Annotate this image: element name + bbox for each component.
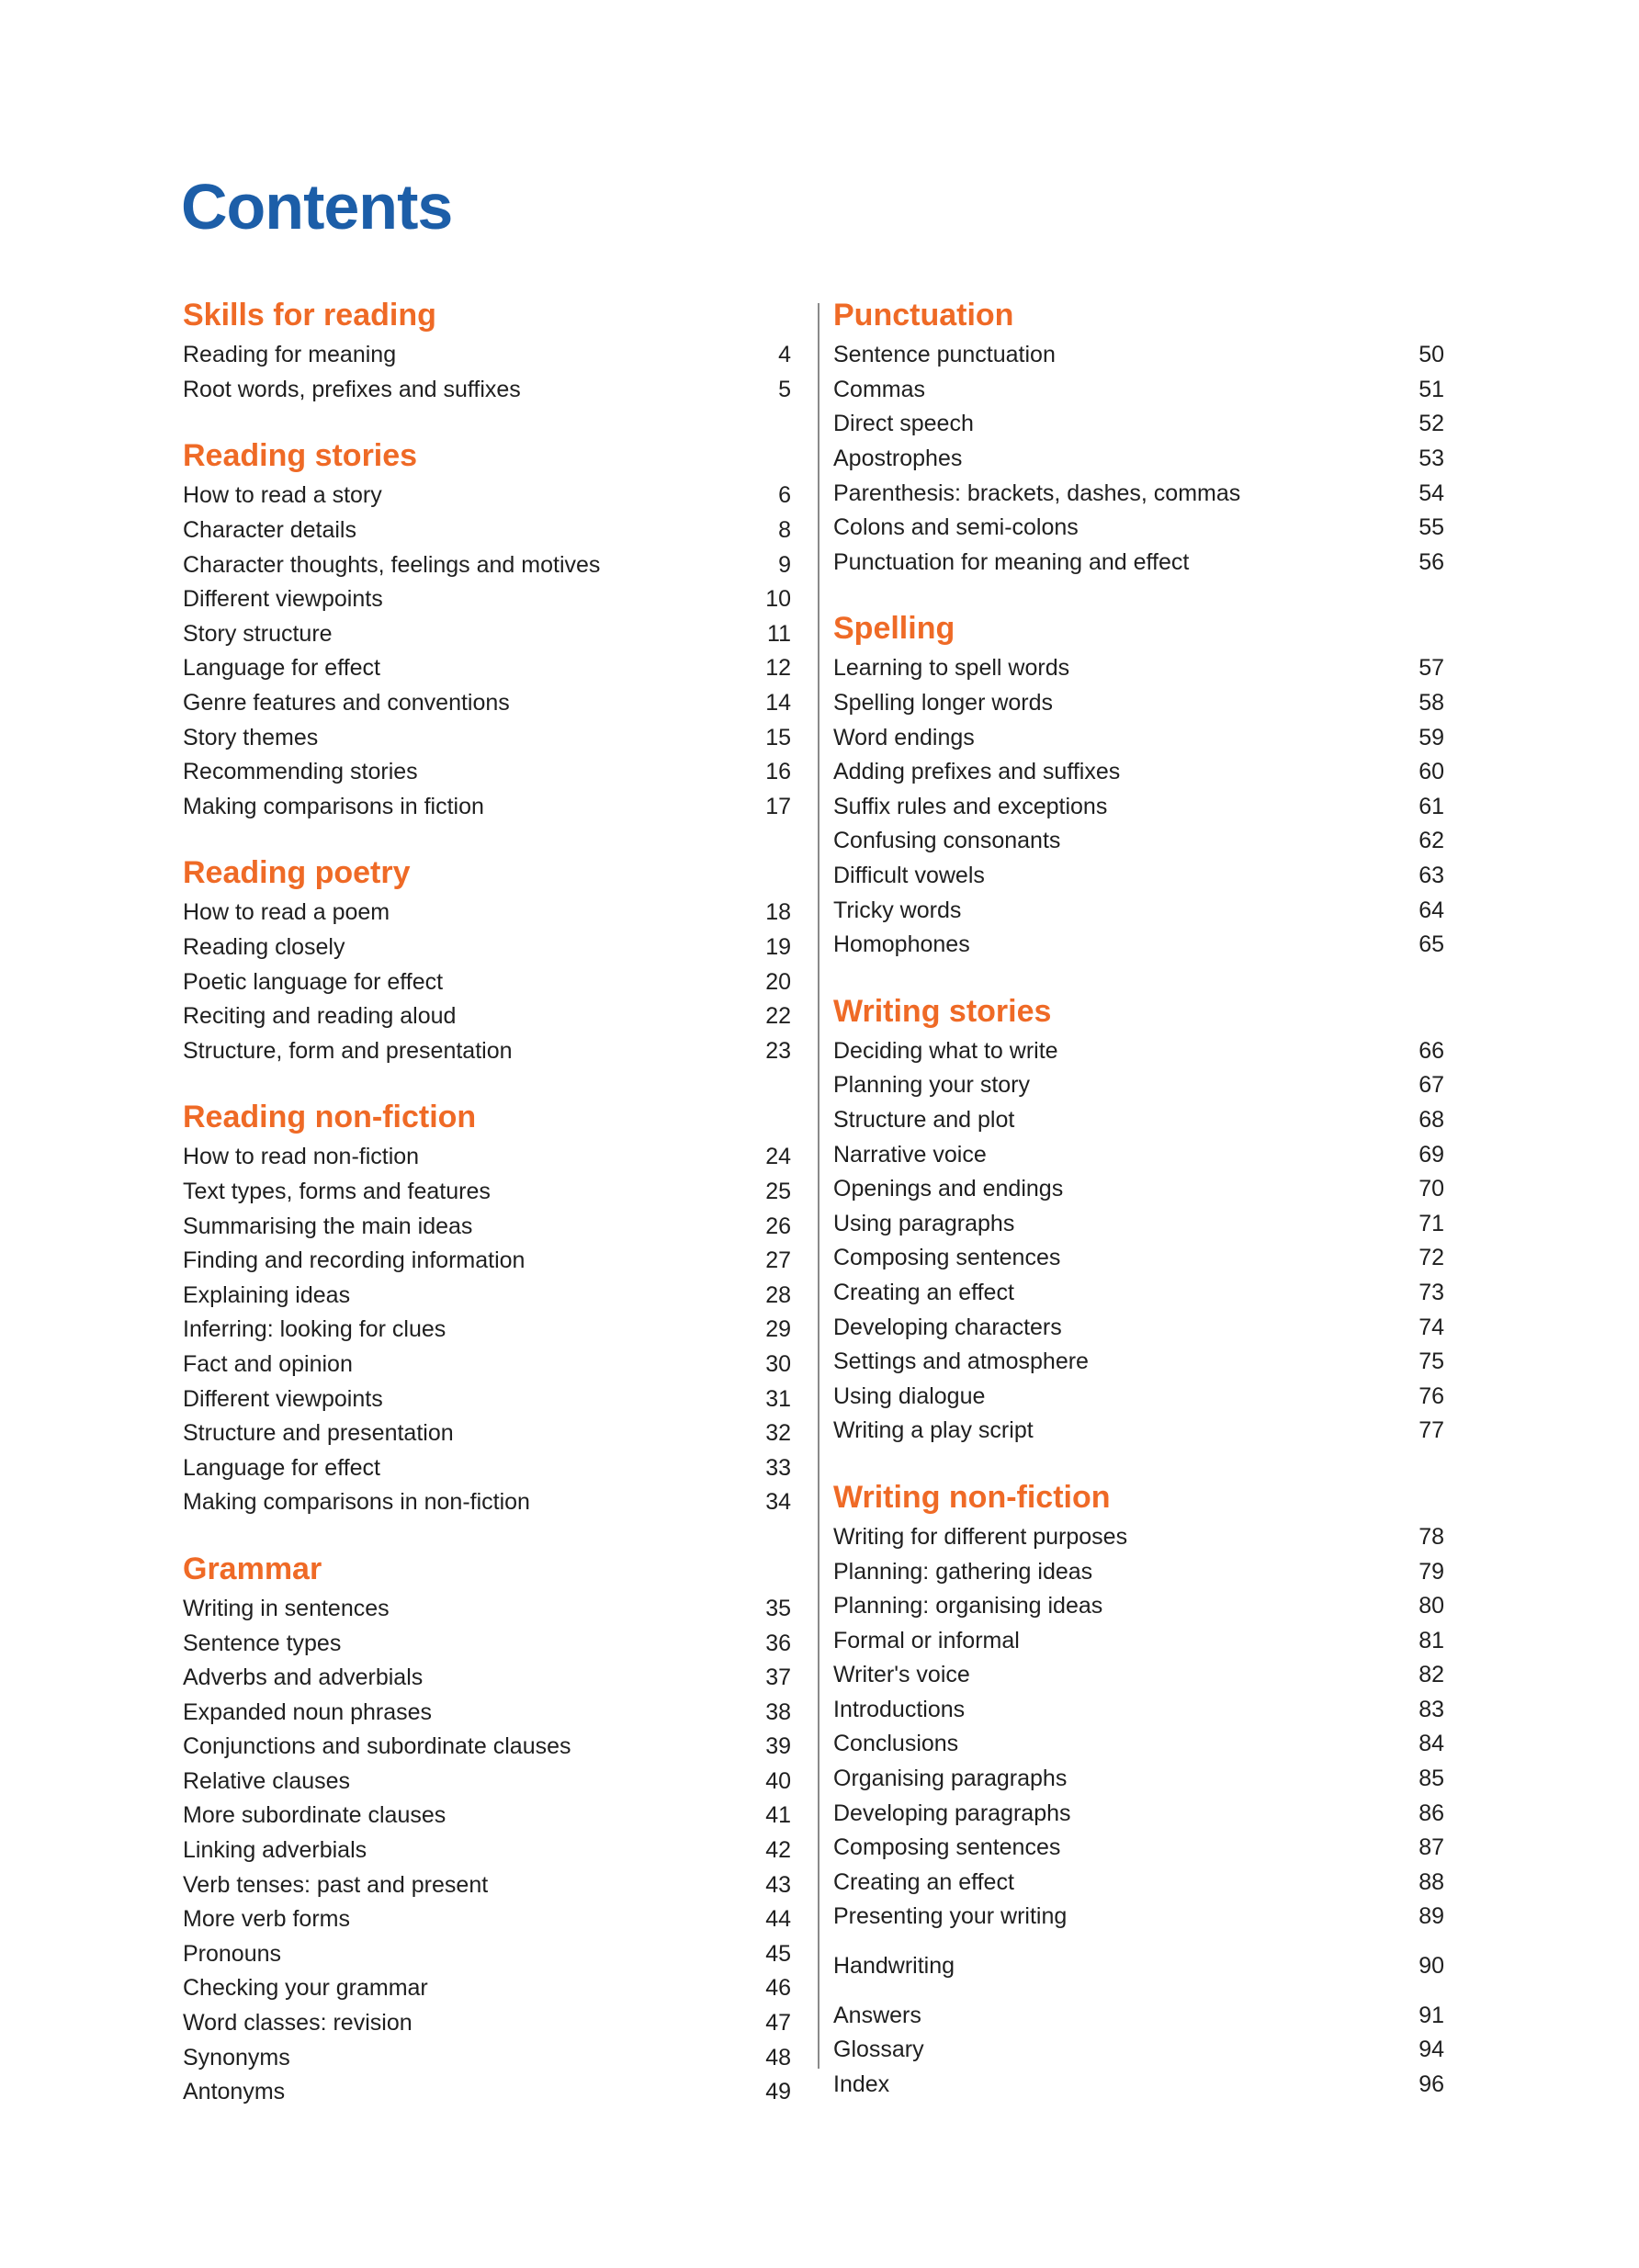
entry-page: 16 — [765, 759, 791, 785]
toc-entry[interactable] — [833, 1103, 1444, 1138]
entry-page: 32 — [765, 1420, 791, 1447]
toc-entry[interactable] — [183, 1450, 791, 1485]
toc-entry[interactable] — [833, 1589, 1444, 1624]
toc-entry[interactable] — [183, 965, 791, 999]
entry-page: 27 — [765, 1247, 791, 1274]
entry-title: Poetic language for effect — [183, 968, 444, 995]
entry-title: More verb forms — [183, 1906, 350, 1933]
entry-page: 76 — [1419, 1382, 1444, 1409]
entry-page: 35 — [765, 1595, 791, 1621]
entry-title: Checking your grammar — [183, 1975, 428, 2002]
entry-title: Presenting your writing — [833, 1903, 1068, 1930]
entry-title: Fact and opinion — [183, 1350, 353, 1377]
entry-title: Direct speech — [833, 411, 974, 437]
entry-page: 80 — [1419, 1593, 1444, 1619]
toc-entry-glossary[interactable] — [833, 2033, 1444, 2068]
entry-title: Language for effect — [183, 655, 380, 682]
entry-title: Difficult vowels — [833, 863, 985, 889]
section-heading: Reading stories — [183, 438, 418, 474]
toc-entry[interactable] — [833, 476, 1444, 511]
toc-entry[interactable] — [183, 479, 791, 513]
entry-title: Formal or informal — [833, 1627, 1020, 1653]
section-handwriting — [833, 1949, 1444, 1984]
entry-title: Language for effect — [183, 1454, 380, 1481]
entry-page: 63 — [1419, 863, 1444, 889]
entry-title: Commas — [833, 376, 926, 402]
toc-entry[interactable] — [183, 1244, 791, 1279]
entry-page: 67 — [1419, 1072, 1444, 1099]
toc-entry[interactable] — [183, 1034, 791, 1069]
entry-title: Summarising the main ideas — [183, 1213, 473, 1239]
entry-page: 43 — [765, 1871, 791, 1898]
toc-entry[interactable] — [183, 513, 791, 548]
entry-title: Answers — [833, 2002, 921, 2028]
toc-entry[interactable] — [833, 651, 1444, 686]
entry-page: 28 — [765, 1281, 791, 1308]
toc-entry[interactable] — [183, 1937, 791, 1972]
entry-title: Reciting and reading aloud — [183, 1003, 457, 1030]
toc-entry[interactable] — [833, 1276, 1444, 1311]
toc-entry[interactable] — [183, 1592, 791, 1627]
page-title: Contents — [181, 171, 453, 243]
toc-entry[interactable] — [183, 1867, 791, 1902]
toc-entry[interactable] — [183, 1348, 791, 1382]
entry-page: 88 — [1419, 1868, 1444, 1895]
toc-entry[interactable] — [833, 1796, 1444, 1831]
toc-entry[interactable] — [833, 1068, 1444, 1103]
toc-entry[interactable] — [183, 931, 791, 965]
entry-page: 36 — [765, 1630, 791, 1656]
toc-entry[interactable] — [183, 1382, 791, 1416]
entry-title: Settings and atmosphere — [833, 1348, 1089, 1375]
entry-page: 52 — [1419, 411, 1444, 437]
toc-entry[interactable] — [183, 720, 791, 755]
entry-title: Glossary — [833, 2037, 924, 2063]
entry-page: 77 — [1419, 1417, 1444, 1444]
toc-entry[interactable] — [833, 442, 1444, 477]
entry-title: Word classes: revision — [183, 2010, 413, 2037]
toc-entry[interactable] — [833, 790, 1444, 825]
toc-entry[interactable] — [183, 2075, 791, 2110]
toc-entry[interactable] — [183, 547, 791, 582]
toc-entry[interactable] — [183, 1661, 791, 1696]
entry-title: Finding and recording information — [183, 1247, 526, 1274]
entry-page: 20 — [765, 968, 791, 995]
toc-entry[interactable] — [833, 1762, 1444, 1797]
entry-title: Planning your story — [833, 1072, 1031, 1099]
toc-entry-handwriting[interactable] — [833, 1949, 1444, 1984]
entry-page: 70 — [1419, 1176, 1444, 1202]
entry-title: Pronouns — [183, 1940, 282, 1967]
section-heading: Spelling — [833, 611, 955, 647]
section-grammar — [183, 1546, 791, 2110]
toc-entry[interactable] — [833, 1727, 1444, 1762]
toc-entry[interactable] — [183, 1209, 791, 1244]
entry-page: 73 — [1419, 1279, 1444, 1305]
entry-title: Inferring: looking for clues — [183, 1316, 446, 1343]
entry-title: Index — [833, 2071, 890, 2097]
entry-title: Conclusions — [833, 1731, 959, 1757]
entry-title: Expanded noun phrases — [183, 1698, 433, 1725]
entry-title: More subordinate clauses — [183, 1802, 446, 1829]
section-reading-stories — [183, 433, 791, 824]
toc-entry[interactable] — [183, 617, 791, 652]
entry-page: 22 — [765, 1003, 791, 1030]
entry-page: 12 — [765, 655, 791, 682]
toc-entry[interactable] — [833, 407, 1444, 442]
entry-title: Making comparisons in fiction — [183, 793, 484, 819]
entry-page: 50 — [1419, 342, 1444, 368]
entry-title: Antonyms — [183, 2079, 286, 2105]
section-reading-non-fiction — [183, 1094, 791, 1520]
entry-title: Structure and plot — [833, 1106, 1015, 1133]
toc-entry[interactable] — [183, 1730, 791, 1765]
entry-page: 17 — [765, 793, 791, 819]
entry-title: How to read non-fiction — [183, 1144, 420, 1170]
toc-entry[interactable] — [183, 373, 791, 408]
entry-page: 48 — [765, 2044, 791, 2071]
entry-title: Composing sentences — [833, 1245, 1061, 1271]
entry-page: 41 — [765, 1802, 791, 1829]
entry-title: Relative clauses — [183, 1767, 351, 1794]
toc-entry[interactable] — [183, 755, 791, 790]
toc-entry[interactable] — [183, 1175, 791, 1210]
entry-title: Openings and endings — [833, 1176, 1064, 1202]
entry-title: Character details — [183, 517, 356, 544]
entry-title: Adding prefixes and suffixes — [833, 759, 1121, 785]
entry-title: Creating an effect — [833, 1868, 1014, 1895]
entry-title: Confusing consonants — [833, 828, 1061, 854]
entry-title: Structure, form and presentation — [183, 1037, 513, 1064]
toc-entry[interactable] — [183, 1278, 791, 1313]
toc-entry[interactable] — [183, 896, 791, 931]
entry-title: Creating an effect — [833, 1279, 1014, 1305]
entry-title: Handwriting — [833, 1953, 955, 1980]
entry-title: Learning to spell words — [833, 655, 1070, 682]
entry-page: 44 — [765, 1906, 791, 1933]
entry-page: 25 — [765, 1178, 791, 1204]
entry-page: 83 — [1419, 1696, 1444, 1722]
entry-title: Suffix rules and exceptions — [833, 793, 1108, 819]
entry-title: Tricky words — [833, 897, 962, 923]
toc-entry[interactable] — [183, 1313, 791, 1348]
entry-page: 65 — [1419, 931, 1444, 958]
entry-page: 39 — [765, 1733, 791, 1760]
entry-title: Punctuation for meaning and effect — [833, 548, 1190, 575]
entry-page: 6 — [778, 482, 791, 509]
toc-entry[interactable] — [183, 1695, 791, 1730]
toc-entry[interactable] — [183, 1140, 791, 1175]
toc-entry[interactable] — [833, 893, 1444, 928]
entry-page: 84 — [1419, 1731, 1444, 1757]
toc-entry[interactable] — [833, 1623, 1444, 1658]
toc-entry[interactable] — [183, 2006, 791, 2041]
entry-title: Planning: organising ideas — [833, 1593, 1103, 1619]
entry-title: Structure and presentation — [183, 1420, 454, 1447]
entry-page: 85 — [1419, 1766, 1444, 1792]
entry-page: 55 — [1419, 514, 1444, 541]
entry-page: 33 — [765, 1454, 791, 1481]
toc-entry[interactable] — [183, 651, 791, 686]
entry-page: 30 — [765, 1350, 791, 1377]
entry-title: Sentence punctuation — [833, 342, 1056, 368]
section-heading: Writing non-fiction — [833, 1479, 1111, 1515]
entry-title: Sentence types — [183, 1630, 342, 1656]
entry-page: 94 — [1419, 2037, 1444, 2063]
entry-title: Apostrophes — [833, 446, 963, 472]
toc-entry-answers[interactable] — [833, 1998, 1444, 2033]
contents-column-right — [833, 292, 1444, 2102]
entry-title: Homophones — [833, 931, 970, 958]
entry-title: Organising paragraphs — [833, 1766, 1068, 1792]
entry-title: Genre features and conventions — [183, 690, 510, 717]
entry-title: Word endings — [833, 724, 975, 750]
toc-entry[interactable] — [833, 859, 1444, 894]
entry-title: Different viewpoints — [183, 586, 383, 613]
entry-page: 19 — [765, 934, 791, 961]
section-heading: Grammar — [183, 1551, 322, 1586]
entry-page: 58 — [1419, 690, 1444, 717]
entry-title: Writing for different purposes — [833, 1523, 1128, 1550]
entry-title: Verb tenses: past and present — [183, 1871, 489, 1898]
entry-page: 4 — [778, 342, 791, 368]
entry-page: 38 — [765, 1698, 791, 1725]
entry-title: Writing in sentences — [183, 1595, 390, 1621]
entry-title: Developing characters — [833, 1314, 1062, 1340]
toc-entry[interactable] — [833, 1414, 1444, 1449]
toc-entry[interactable] — [833, 1520, 1444, 1555]
entry-title: Story structure — [183, 620, 333, 647]
entry-page: 89 — [1419, 1903, 1444, 1930]
section-reading-poetry — [183, 850, 791, 1068]
entry-page: 60 — [1419, 759, 1444, 785]
entry-page: 15 — [765, 724, 791, 750]
section-writing-non-fiction — [833, 1474, 1444, 1935]
section-writing-stories — [833, 988, 1444, 1449]
entry-page: 31 — [765, 1385, 791, 1412]
section-heading: Reading poetry — [183, 855, 411, 891]
toc-entry[interactable] — [183, 1971, 791, 2006]
toc-entry[interactable] — [183, 1416, 791, 1451]
entry-title: Colons and semi-colons — [833, 514, 1079, 541]
toc-entry-index[interactable] — [833, 2068, 1444, 2103]
entry-title: Using dialogue — [833, 1382, 986, 1409]
entry-page: 34 — [765, 1489, 791, 1516]
toc-entry[interactable] — [183, 686, 791, 721]
entry-page: 49 — [765, 2079, 791, 2105]
section-back-matter — [833, 1998, 1444, 2102]
contents-column-left — [183, 292, 791, 2110]
toc-entry[interactable] — [833, 1137, 1444, 1172]
entry-title: How to read a poem — [183, 899, 390, 926]
toc-entry[interactable] — [833, 1379, 1444, 1414]
toc-entry[interactable] — [183, 1626, 791, 1661]
entry-page: 56 — [1419, 548, 1444, 575]
toc-entry[interactable] — [183, 1765, 791, 1800]
entry-title: Conjunctions and subordinate clauses — [183, 1733, 571, 1760]
entry-page: 5 — [778, 376, 791, 402]
toc-entry[interactable] — [833, 1866, 1444, 1901]
entry-title: Composing sentences — [833, 1834, 1061, 1861]
toc-entry[interactable] — [833, 720, 1444, 755]
toc-entry[interactable] — [833, 1693, 1444, 1728]
entry-page: 64 — [1419, 897, 1444, 923]
entry-page: 29 — [765, 1316, 791, 1343]
entry-title: Recommending stories — [183, 759, 418, 785]
toc-entry[interactable] — [833, 511, 1444, 546]
entry-title: Explaining ideas — [183, 1281, 351, 1308]
entry-page: 86 — [1419, 1800, 1444, 1826]
entry-page: 46 — [765, 1975, 791, 2002]
entry-page: 69 — [1419, 1141, 1444, 1168]
entry-page: 87 — [1419, 1834, 1444, 1861]
section-skills-for-reading — [183, 292, 791, 407]
entry-title: How to read a story — [183, 482, 382, 509]
entry-page: 96 — [1419, 2071, 1444, 2097]
entry-page: 14 — [765, 690, 791, 717]
toc-entry[interactable] — [833, 546, 1444, 581]
entry-title: Reading closely — [183, 934, 345, 961]
toc-entry[interactable] — [833, 1345, 1444, 1380]
entry-title: Character thoughts, feelings and motives — [183, 551, 601, 578]
toc-entry[interactable] — [183, 1485, 791, 1520]
entry-title: Story themes — [183, 724, 319, 750]
toc-entry[interactable] — [183, 999, 791, 1034]
toc-entry[interactable] — [833, 755, 1444, 790]
entry-page: 23 — [765, 1037, 791, 1064]
toc-entry[interactable] — [183, 790, 791, 825]
entry-page: 59 — [1419, 724, 1444, 750]
entry-page: 10 — [765, 586, 791, 613]
section-spelling — [833, 605, 1444, 962]
entry-page: 81 — [1419, 1627, 1444, 1653]
toc-entry[interactable] — [833, 1658, 1444, 1693]
toc-entry[interactable] — [833, 1206, 1444, 1241]
entry-page: 9 — [778, 551, 791, 578]
entry-title: Text types, forms and features — [183, 1178, 491, 1204]
entry-page: 51 — [1419, 376, 1444, 402]
section-punctuation — [833, 292, 1444, 580]
entry-page: 37 — [765, 1664, 791, 1691]
entry-page: 45 — [765, 1940, 791, 1967]
toc-entry[interactable] — [183, 1834, 791, 1868]
toc-entry[interactable] — [183, 2040, 791, 2075]
toc-entry[interactable] — [833, 1172, 1444, 1207]
entry-page: 57 — [1419, 655, 1444, 682]
section-heading: Reading non-fiction — [183, 1100, 477, 1135]
entry-page: 75 — [1419, 1348, 1444, 1375]
entry-title: Writer's voice — [833, 1662, 970, 1688]
entry-page: 53 — [1419, 446, 1444, 472]
section-heading: Punctuation — [833, 298, 1014, 333]
entry-title: Different viewpoints — [183, 1385, 383, 1412]
entry-title: Synonyms — [183, 2044, 290, 2071]
entry-title: Reading for meaning — [183, 342, 397, 368]
entry-page: 18 — [765, 899, 791, 926]
entry-page: 66 — [1419, 1037, 1444, 1064]
column-divider — [818, 303, 820, 2069]
toc-entry[interactable] — [833, 1310, 1444, 1345]
entry-page: 68 — [1419, 1106, 1444, 1133]
entry-title: Writing a play script — [833, 1417, 1034, 1444]
entry-title: Deciding what to write — [833, 1037, 1058, 1064]
entry-page: 72 — [1419, 1245, 1444, 1271]
entry-title: Making comparisons in non-fiction — [183, 1489, 530, 1516]
entry-title: Using paragraphs — [833, 1210, 1015, 1236]
entry-title: Spelling longer words — [833, 690, 1054, 717]
toc-entry[interactable] — [183, 1902, 791, 1937]
entry-page: 24 — [765, 1144, 791, 1170]
entry-page: 54 — [1419, 480, 1444, 506]
entry-page: 91 — [1419, 2002, 1444, 2028]
entry-page: 90 — [1419, 1953, 1444, 1980]
entry-title: Developing paragraphs — [833, 1800, 1071, 1826]
entry-page: 47 — [765, 2010, 791, 2037]
entry-page: 42 — [765, 1837, 791, 1864]
entry-page: 40 — [765, 1767, 791, 1794]
entry-title: Narrative voice — [833, 1141, 987, 1168]
entry-page: 61 — [1419, 793, 1444, 819]
toc-entry[interactable] — [833, 928, 1444, 963]
toc-entry[interactable] — [183, 1799, 791, 1834]
toc-entry[interactable] — [833, 1900, 1444, 1935]
toc-entry[interactable] — [183, 338, 791, 373]
toc-entry[interactable] — [833, 1831, 1444, 1866]
toc-entry[interactable] — [833, 824, 1444, 859]
section-heading: Writing stories — [833, 993, 1052, 1029]
entry-page: 74 — [1419, 1314, 1444, 1340]
toc-entry[interactable] — [183, 582, 791, 617]
toc-entry[interactable] — [833, 1554, 1444, 1589]
entry-page: 11 — [767, 620, 791, 647]
section-heading: Skills for reading — [183, 298, 436, 333]
toc-entry[interactable] — [833, 373, 1444, 408]
entry-page: 82 — [1419, 1662, 1444, 1688]
entry-page: 62 — [1419, 828, 1444, 854]
entry-title: Linking adverbials — [183, 1837, 367, 1864]
entry-page: 78 — [1419, 1523, 1444, 1550]
toc-entry[interactable] — [833, 1034, 1444, 1069]
toc-entry[interactable] — [833, 338, 1444, 373]
entry-page: 26 — [765, 1213, 791, 1239]
entry-title: Root words, prefixes and suffixes — [183, 376, 521, 402]
entry-page: 71 — [1419, 1210, 1444, 1236]
toc-entry[interactable] — [833, 686, 1444, 721]
entry-title: Adverbs and adverbials — [183, 1664, 424, 1691]
toc-entry[interactable] — [833, 1241, 1444, 1276]
entry-page: 79 — [1419, 1558, 1444, 1585]
entry-title: Parenthesis: brackets, dashes, commas — [833, 480, 1241, 506]
entry-title: Planning: gathering ideas — [833, 1558, 1093, 1585]
entry-page: 8 — [778, 517, 791, 544]
entry-title: Introductions — [833, 1696, 966, 1722]
